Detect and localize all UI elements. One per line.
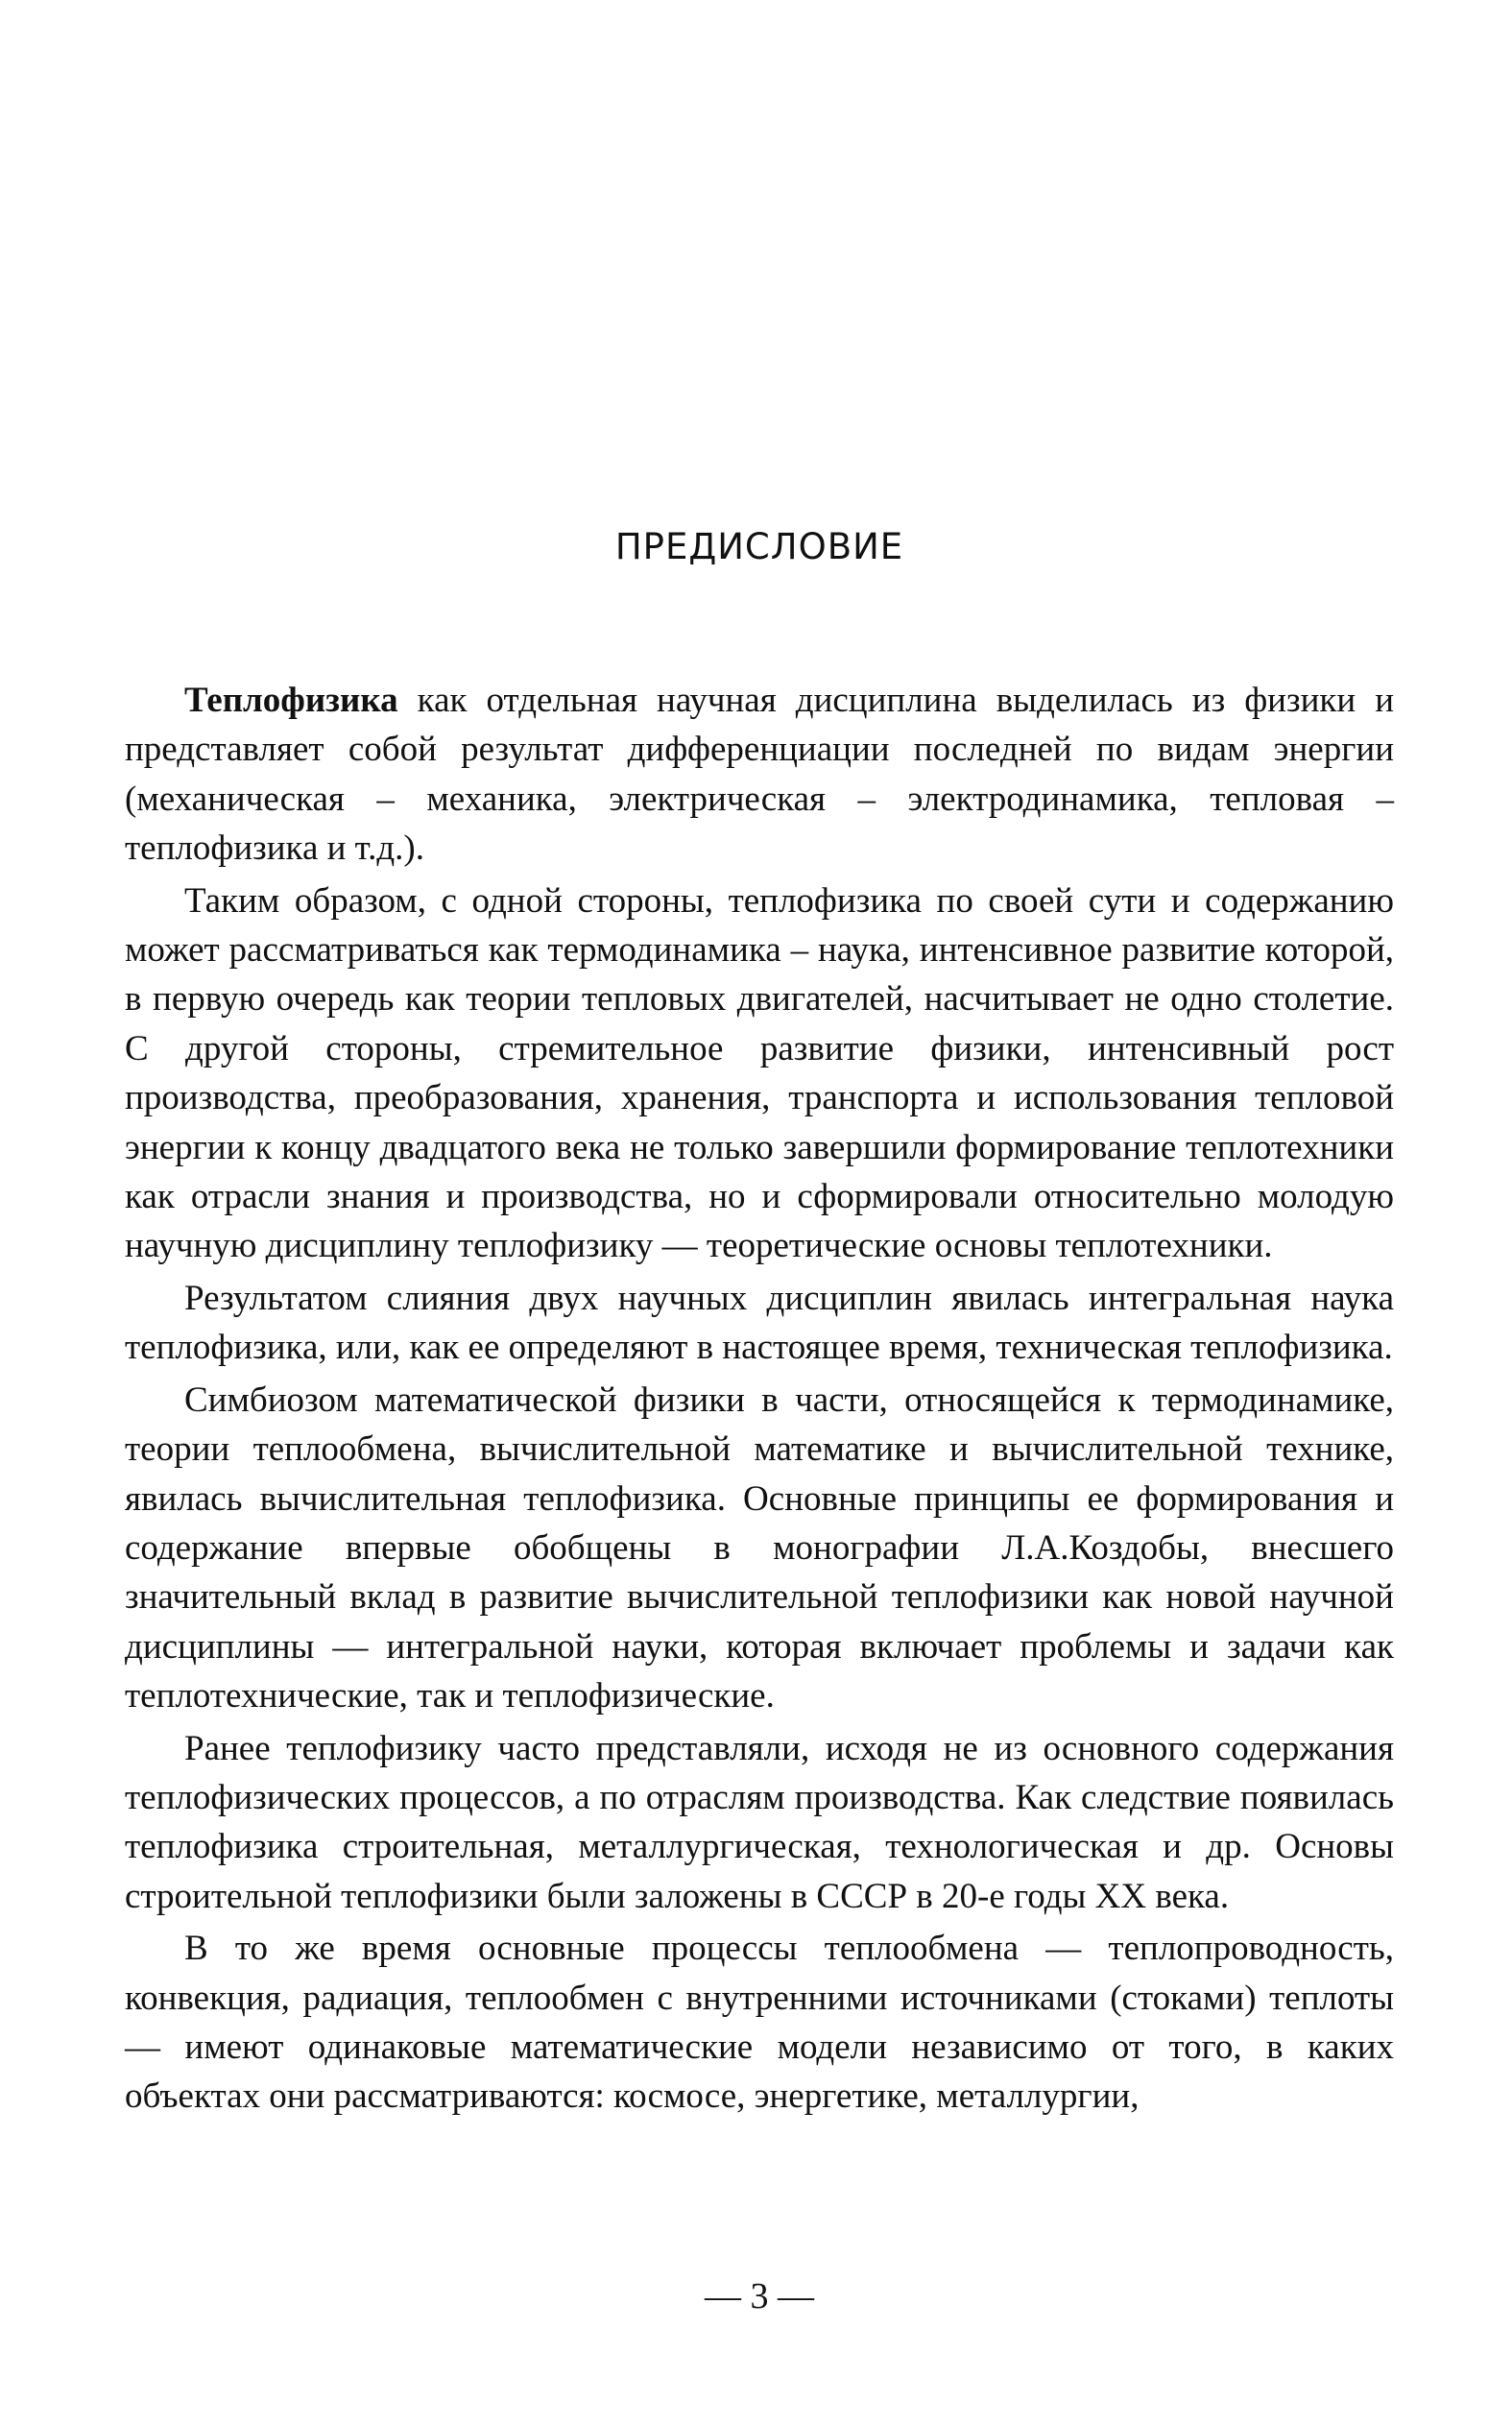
paragraph-1 [125,676,1394,874]
page-number: — 3 — [705,2276,814,2316]
paragraph-2: Таким образом, с одной стороны, теплофизика по своей сути и содержанию может рассматриваться как термодинамика – наука, интенсивное развитие которой, в первую очередь как теории тепловых двигателей, насчитывает не одно столетие. С другой стороны, стремительное развитие физики, интенсивный рост производства, преобразования, хранения, транспорта и использования тепловой энергии к концу двадцатого века не только завершили формирование теплотехники как отрасли знания и производства, но и сформировали относительно молодую научную дисциплину теплофизику — теоретические основы теплотехники. [125,880,1394,1266]
preface-body [125,676,1394,2124]
bold-term: Теплофизика [184,681,398,720]
paragraph-1-text: как отдельная научная дисциплина выделилась из физики и представляет собой результат дифференциации последней по видам энергии (механическая – механика, электрическая – электродинамика, тепловая – теплофизика и т.д.). [125,681,1394,869]
paragraph-4: Симбиозом математической физики в части, относящейся к термодинамике, теории теплообмена, вычислительной математике и вычислительной технике, явилась вычислительная теплофизика. Основные принципы ее формирования и содержание впервые обобщены в монографии Л.А.Коздобы, внесшего значительный вклад в развитие вычислительной теплофизики как новой научной дисциплины — интегральной науки, которая включает проблемы и задачи как теплотехнические, так и теплофизические. [125,1380,1394,1716]
book-page [125,0,1394,2424]
paragraph-5: Ранее теплофизику часто представляли, исходя не из основного содержания теплофизических процессов, а по отраслям производства. Как следствие появилась теплофизика строительная, металлургическая, технологическая и др. Основы строительной теплофизики были заложены в СССР в 20-е годы XX века. [125,1728,1394,1916]
paragraph-3: Результатом слияния двух научных дисциплин явилась интегральная наука теплофизика, или, как ее определяют в настоящее время, техническая теплофизика. [125,1278,1394,1368]
paragraph-6: В то же время основные процессы теплообмена — теплопроводность, конвекция, радиация, теплообмен с внутренними источниками (стоками) теплоты — имеют одинаковые математические модели независимо от того, в каких объектах они рассматриваются: космосе, энергетике, металлургии, [125,1929,1394,2117]
page-title: ПРЕДИСЛОВИЕ [614,526,904,567]
